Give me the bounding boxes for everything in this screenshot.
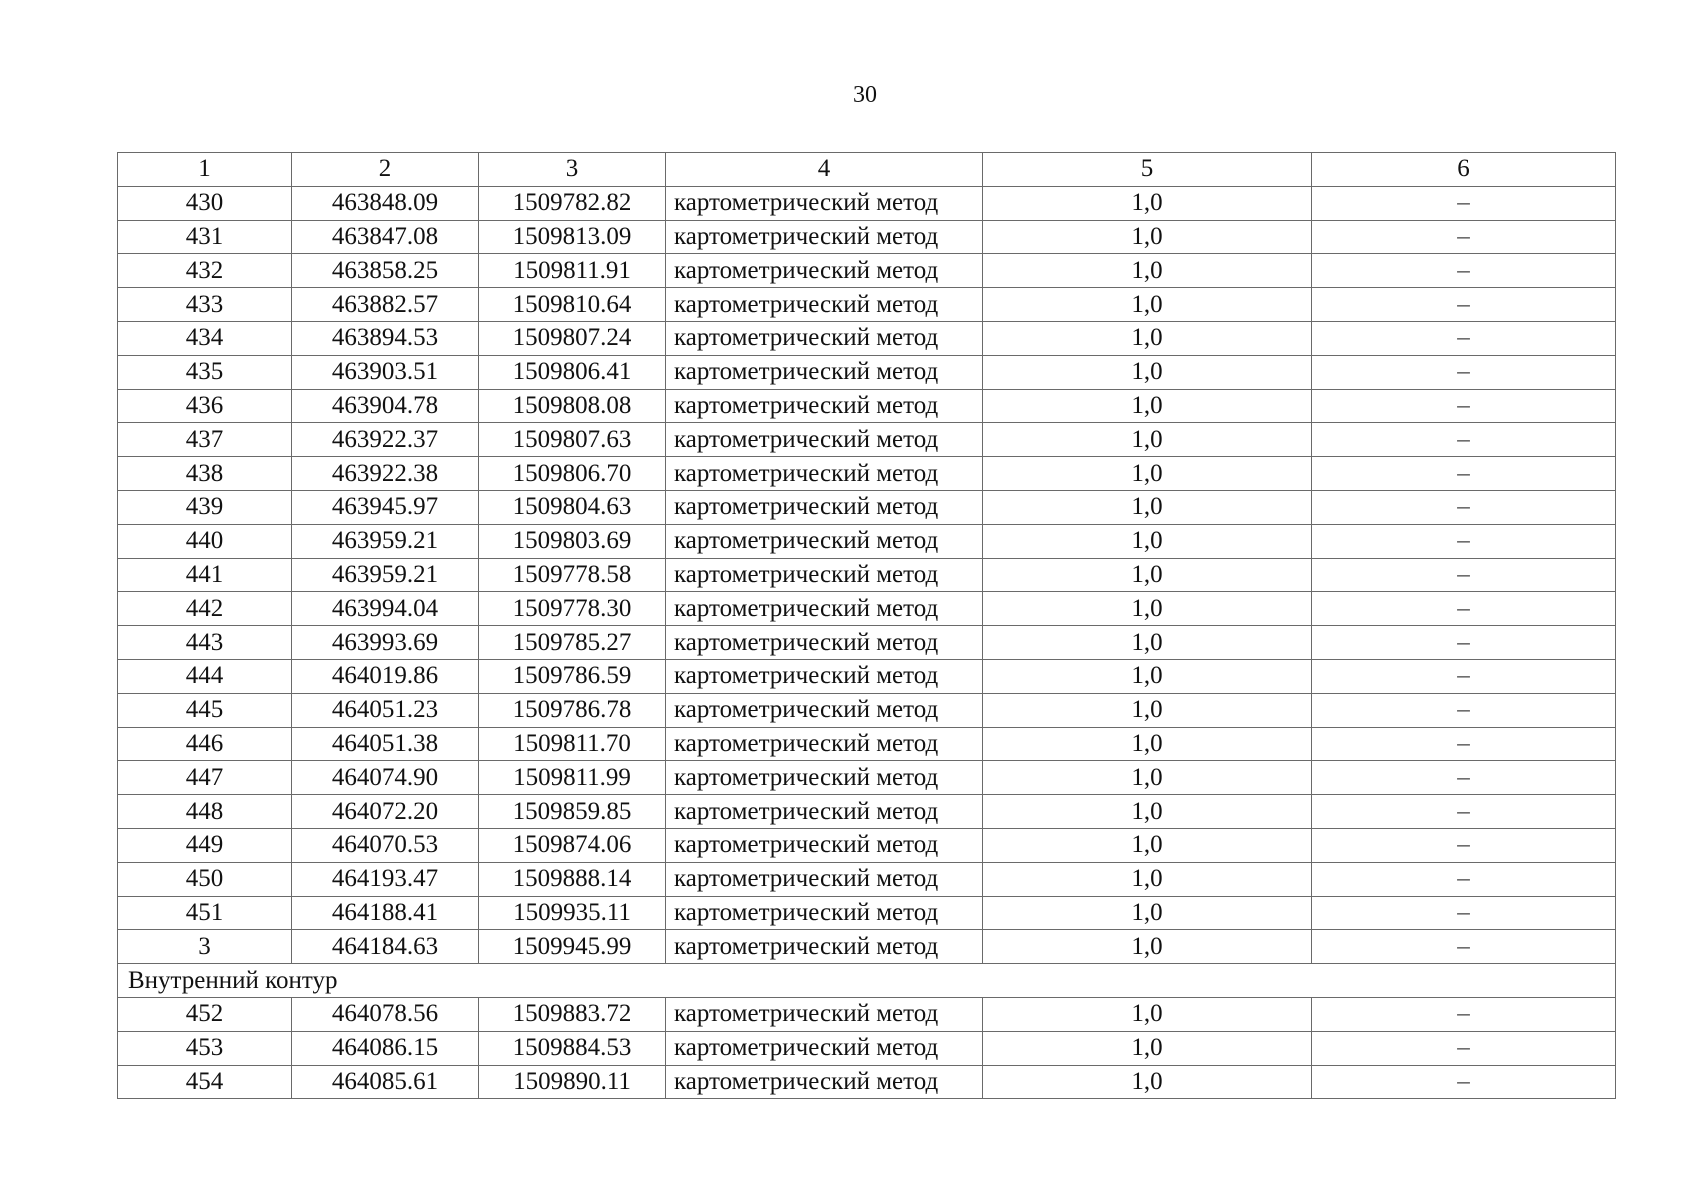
- table-row: [118, 524, 1616, 558]
- note-cell: –: [1312, 524, 1616, 558]
- x-coordinate-cell: 464019.86: [292, 659, 479, 693]
- page-number: 30: [853, 82, 877, 108]
- y-coordinate-cell: 1509807.24: [479, 321, 666, 355]
- y-coordinate-cell: 1509782.82: [479, 186, 666, 220]
- accuracy-cell: 1,0: [983, 930, 1312, 964]
- point-number-cell: 449: [118, 828, 292, 862]
- y-coordinate-cell: 1509883.72: [479, 997, 666, 1031]
- accuracy-cell: 1,0: [983, 727, 1312, 761]
- y-coordinate-cell: 1509935.11: [479, 896, 666, 930]
- note-cell: –: [1312, 930, 1616, 964]
- method-cell: картометрический метод: [666, 761, 983, 795]
- table-row: [118, 1065, 1616, 1099]
- accuracy-cell: 1,0: [983, 896, 1312, 930]
- x-coordinate-cell: 464070.53: [292, 828, 479, 862]
- accuracy-cell: 1,0: [983, 997, 1312, 1031]
- method-cell: картометрический метод: [666, 1031, 983, 1065]
- section-row: [118, 964, 1616, 998]
- y-coordinate-cell: 1509874.06: [479, 828, 666, 862]
- section-label: Внутренний контур: [118, 964, 1616, 998]
- y-coordinate-cell: 1509811.99: [479, 761, 666, 795]
- point-number-cell: 447: [118, 761, 292, 795]
- y-coordinate-cell: 1509888.14: [479, 862, 666, 896]
- note-cell: –: [1312, 727, 1616, 761]
- table-row: [118, 693, 1616, 727]
- x-coordinate-cell: 463848.09: [292, 186, 479, 220]
- note-cell: –: [1312, 457, 1616, 491]
- table-row: [118, 930, 1616, 964]
- table-body: [118, 153, 1616, 1099]
- point-number-cell: 444: [118, 659, 292, 693]
- point-number-cell: 432: [118, 254, 292, 288]
- table-row: [118, 254, 1616, 288]
- table-row: [118, 659, 1616, 693]
- x-coordinate-cell: 464078.56: [292, 997, 479, 1031]
- x-coordinate-cell: 463922.38: [292, 457, 479, 491]
- table-row: [118, 220, 1616, 254]
- accuracy-cell: 1,0: [983, 321, 1312, 355]
- column-header: 6: [1312, 153, 1616, 187]
- column-header: 5: [983, 153, 1312, 187]
- table-row: [118, 727, 1616, 761]
- method-cell: картометрический метод: [666, 828, 983, 862]
- x-coordinate-cell: 463903.51: [292, 355, 479, 389]
- note-cell: –: [1312, 490, 1616, 524]
- accuracy-cell: 1,0: [983, 592, 1312, 626]
- point-number-cell: 435: [118, 355, 292, 389]
- y-coordinate-cell: 1509804.63: [479, 490, 666, 524]
- x-coordinate-cell: 463945.97: [292, 490, 479, 524]
- accuracy-cell: 1,0: [983, 423, 1312, 457]
- method-cell: картометрический метод: [666, 626, 983, 660]
- method-cell: картометрический метод: [666, 930, 983, 964]
- x-coordinate-cell: 464188.41: [292, 896, 479, 930]
- point-number-cell: 454: [118, 1065, 292, 1099]
- table-row: [118, 321, 1616, 355]
- y-coordinate-cell: 1509884.53: [479, 1031, 666, 1065]
- method-cell: картометрический метод: [666, 355, 983, 389]
- y-coordinate-cell: 1509785.27: [479, 626, 666, 660]
- table-header-row: [118, 153, 1616, 187]
- note-cell: –: [1312, 626, 1616, 660]
- accuracy-cell: 1,0: [983, 862, 1312, 896]
- note-cell: –: [1312, 659, 1616, 693]
- method-cell: картометрический метод: [666, 997, 983, 1031]
- method-cell: картометрический метод: [666, 490, 983, 524]
- method-cell: картометрический метод: [666, 795, 983, 829]
- table-row: [118, 896, 1616, 930]
- y-coordinate-cell: 1509811.70: [479, 727, 666, 761]
- accuracy-cell: 1,0: [983, 355, 1312, 389]
- point-number-cell: 445: [118, 693, 292, 727]
- column-header: 2: [292, 153, 479, 187]
- y-coordinate-cell: 1509778.30: [479, 592, 666, 626]
- point-number-cell: 436: [118, 389, 292, 423]
- y-coordinate-cell: 1509806.41: [479, 355, 666, 389]
- point-number-cell: 431: [118, 220, 292, 254]
- point-number-cell: 440: [118, 524, 292, 558]
- column-header: 3: [479, 153, 666, 187]
- table-row: [118, 423, 1616, 457]
- point-number-cell: 430: [118, 186, 292, 220]
- x-coordinate-cell: 464085.61: [292, 1065, 479, 1099]
- point-number-cell: 452: [118, 997, 292, 1031]
- accuracy-cell: 1,0: [983, 761, 1312, 795]
- x-coordinate-cell: 463993.69: [292, 626, 479, 660]
- note-cell: –: [1312, 795, 1616, 829]
- note-cell: –: [1312, 1031, 1616, 1065]
- table-row: [118, 1031, 1616, 1065]
- accuracy-cell: 1,0: [983, 254, 1312, 288]
- table-row: [118, 457, 1616, 491]
- table-row: [118, 997, 1616, 1031]
- x-coordinate-cell: 464051.38: [292, 727, 479, 761]
- accuracy-cell: 1,0: [983, 626, 1312, 660]
- coordinates-table: [117, 152, 1616, 1099]
- method-cell: картометрический метод: [666, 592, 983, 626]
- point-number-cell: 451: [118, 896, 292, 930]
- y-coordinate-cell: 1509945.99: [479, 930, 666, 964]
- accuracy-cell: 1,0: [983, 1065, 1312, 1099]
- point-number-cell: 433: [118, 288, 292, 322]
- note-cell: –: [1312, 761, 1616, 795]
- method-cell: картометрический метод: [666, 423, 983, 457]
- x-coordinate-cell: 463994.04: [292, 592, 479, 626]
- y-coordinate-cell: 1509806.70: [479, 457, 666, 491]
- x-coordinate-cell: 464051.23: [292, 693, 479, 727]
- note-cell: –: [1312, 828, 1616, 862]
- x-coordinate-cell: 464193.47: [292, 862, 479, 896]
- accuracy-cell: 1,0: [983, 220, 1312, 254]
- y-coordinate-cell: 1509811.91: [479, 254, 666, 288]
- x-coordinate-cell: 463922.37: [292, 423, 479, 457]
- point-number-cell: 450: [118, 862, 292, 896]
- point-number-cell: 438: [118, 457, 292, 491]
- accuracy-cell: 1,0: [983, 1031, 1312, 1065]
- y-coordinate-cell: 1509810.64: [479, 288, 666, 322]
- method-cell: картометрический метод: [666, 524, 983, 558]
- x-coordinate-cell: 463959.21: [292, 558, 479, 592]
- x-coordinate-cell: 463847.08: [292, 220, 479, 254]
- table-row: [118, 288, 1616, 322]
- point-number-cell: 434: [118, 321, 292, 355]
- x-coordinate-cell: 463858.25: [292, 254, 479, 288]
- point-number-cell: 443: [118, 626, 292, 660]
- table-row: [118, 490, 1616, 524]
- note-cell: –: [1312, 423, 1616, 457]
- y-coordinate-cell: 1509803.69: [479, 524, 666, 558]
- method-cell: картометрический метод: [666, 896, 983, 930]
- method-cell: картометрический метод: [666, 558, 983, 592]
- point-number-cell: 453: [118, 1031, 292, 1065]
- point-number-cell: 441: [118, 558, 292, 592]
- point-number-cell: 448: [118, 795, 292, 829]
- table-row: [118, 626, 1616, 660]
- table-row: [118, 828, 1616, 862]
- method-cell: картометрический метод: [666, 254, 983, 288]
- y-coordinate-cell: 1509786.59: [479, 659, 666, 693]
- method-cell: картометрический метод: [666, 862, 983, 896]
- note-cell: –: [1312, 1065, 1616, 1099]
- x-coordinate-cell: 463882.57: [292, 288, 479, 322]
- column-header: 4: [666, 153, 983, 187]
- note-cell: –: [1312, 862, 1616, 896]
- point-number-cell: 437: [118, 423, 292, 457]
- accuracy-cell: 1,0: [983, 795, 1312, 829]
- note-cell: –: [1312, 355, 1616, 389]
- method-cell: картометрический метод: [666, 1065, 983, 1099]
- point-number-cell: 3: [118, 930, 292, 964]
- x-coordinate-cell: 464074.90: [292, 761, 479, 795]
- table-row: [118, 592, 1616, 626]
- point-number-cell: 439: [118, 490, 292, 524]
- accuracy-cell: 1,0: [983, 524, 1312, 558]
- method-cell: картометрический метод: [666, 321, 983, 355]
- note-cell: –: [1312, 896, 1616, 930]
- accuracy-cell: 1,0: [983, 389, 1312, 423]
- note-cell: –: [1312, 693, 1616, 727]
- accuracy-cell: 1,0: [983, 490, 1312, 524]
- y-coordinate-cell: 1509808.08: [479, 389, 666, 423]
- note-cell: –: [1312, 389, 1616, 423]
- note-cell: –: [1312, 592, 1616, 626]
- table-row: [118, 795, 1616, 829]
- method-cell: картометрический метод: [666, 186, 983, 220]
- method-cell: картометрический метод: [666, 457, 983, 491]
- y-coordinate-cell: 1509807.63: [479, 423, 666, 457]
- y-coordinate-cell: 1509778.58: [479, 558, 666, 592]
- y-coordinate-cell: 1509786.78: [479, 693, 666, 727]
- note-cell: –: [1312, 558, 1616, 592]
- x-coordinate-cell: 463959.21: [292, 524, 479, 558]
- method-cell: картометрический метод: [666, 220, 983, 254]
- method-cell: картометрический метод: [666, 659, 983, 693]
- accuracy-cell: 1,0: [983, 457, 1312, 491]
- method-cell: картометрический метод: [666, 727, 983, 761]
- note-cell: –: [1312, 254, 1616, 288]
- note-cell: –: [1312, 288, 1616, 322]
- note-cell: –: [1312, 997, 1616, 1031]
- table-row: [118, 355, 1616, 389]
- note-cell: –: [1312, 220, 1616, 254]
- accuracy-cell: 1,0: [983, 659, 1312, 693]
- x-coordinate-cell: 464086.15: [292, 1031, 479, 1065]
- x-coordinate-cell: 464184.63: [292, 930, 479, 964]
- table-row: [118, 862, 1616, 896]
- note-cell: –: [1312, 186, 1616, 220]
- accuracy-cell: 1,0: [983, 288, 1312, 322]
- y-coordinate-cell: 1509859.85: [479, 795, 666, 829]
- accuracy-cell: 1,0: [983, 693, 1312, 727]
- table-row: [118, 761, 1616, 795]
- point-number-cell: 442: [118, 592, 292, 626]
- table-row: [118, 558, 1616, 592]
- accuracy-cell: 1,0: [983, 186, 1312, 220]
- table-row: [118, 389, 1616, 423]
- column-header: 1: [118, 153, 292, 187]
- y-coordinate-cell: 1509890.11: [479, 1065, 666, 1099]
- x-coordinate-cell: 463894.53: [292, 321, 479, 355]
- method-cell: картометрический метод: [666, 288, 983, 322]
- x-coordinate-cell: 464072.20: [292, 795, 479, 829]
- accuracy-cell: 1,0: [983, 828, 1312, 862]
- y-coordinate-cell: 1509813.09: [479, 220, 666, 254]
- point-number-cell: 446: [118, 727, 292, 761]
- table-row: [118, 186, 1616, 220]
- accuracy-cell: 1,0: [983, 558, 1312, 592]
- note-cell: –: [1312, 321, 1616, 355]
- x-coordinate-cell: 463904.78: [292, 389, 479, 423]
- method-cell: картометрический метод: [666, 389, 983, 423]
- method-cell: картометрический метод: [666, 693, 983, 727]
